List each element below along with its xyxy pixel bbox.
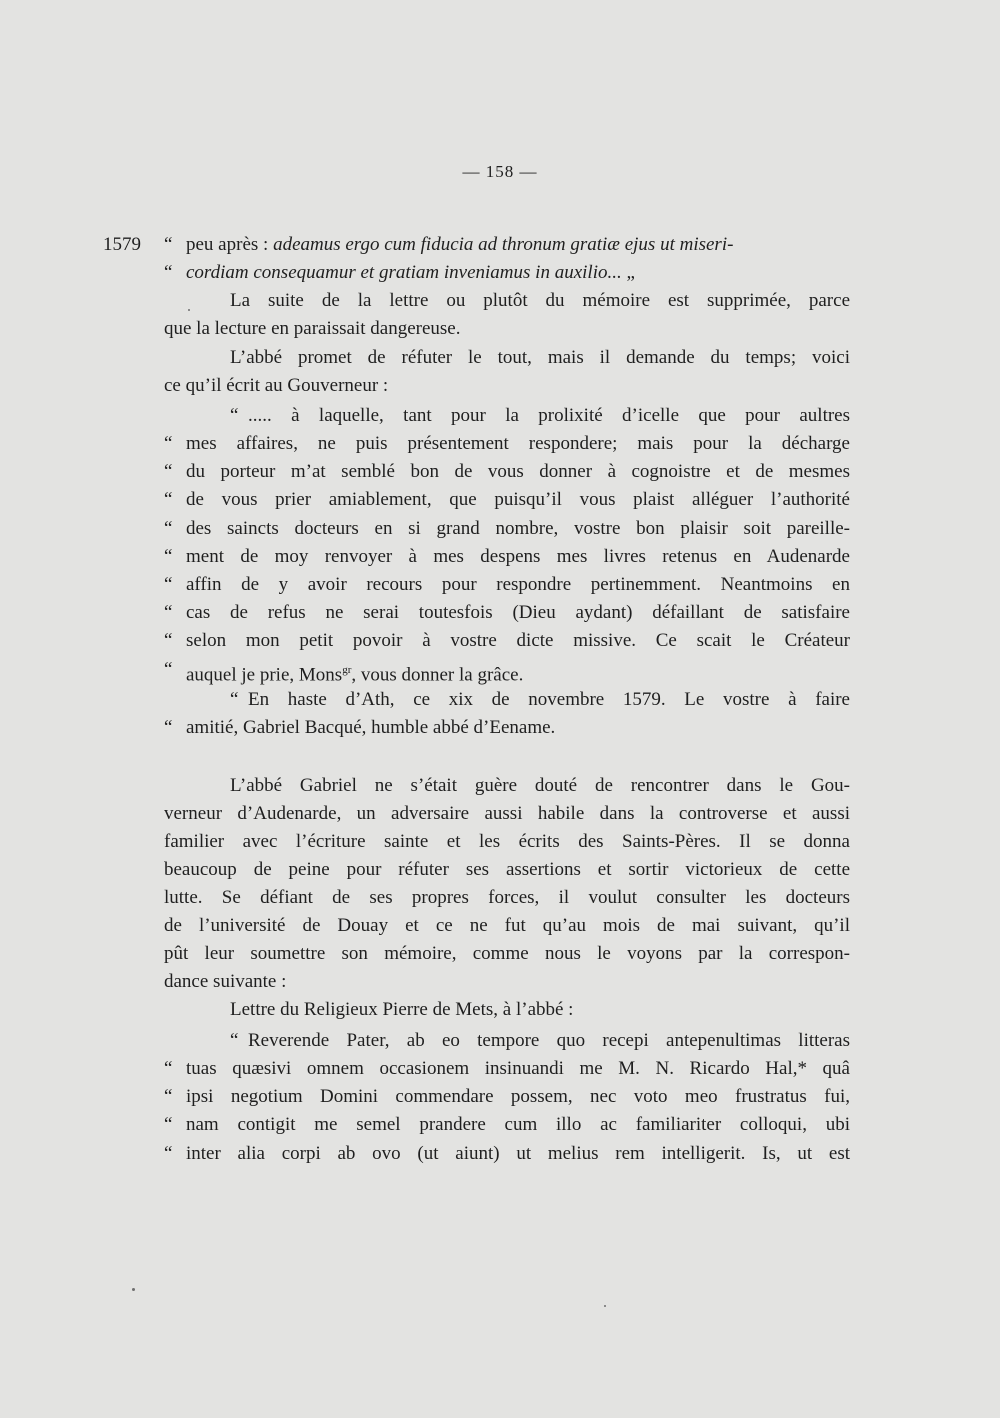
- text-line: dance suivante :: [164, 971, 287, 992]
- letter-line: ment de moy renvoyer à mes despens mes livres retenus en Audenarde: [186, 546, 850, 567]
- quote-mark: “: [230, 405, 239, 426]
- text-line: verneur d’Audenarde, un adversaire aussi habile dans la controverse et aussi: [164, 803, 850, 824]
- quote-mark: “: [164, 489, 173, 510]
- page-number: — 158 —: [462, 162, 538, 181]
- letter-line: tuas quæsivi omnem occasionem insinuandi me M. N. Ricardo Hal,* quâ: [186, 1058, 850, 1079]
- text-line: familier avec l’écriture sainte et les écrits des Saints-Pères. Il se donna: [164, 831, 850, 852]
- quote-mark: “: [164, 518, 173, 539]
- quote-mark: “: [164, 602, 173, 623]
- quote-mark: „: [626, 262, 635, 283]
- quote-mark: “: [164, 1143, 173, 1164]
- quote-mark: “: [164, 461, 173, 482]
- letter-line: de vous prier amiablement, que puisqu’il vous plaist alléguer l’authorité: [186, 489, 850, 510]
- text-span: auquel je prie, Mons: [186, 664, 343, 686]
- letter-line: cas de refus ne serai toutesfois (Dieu aydant) défaillant de satisfaire: [186, 602, 850, 623]
- text-line: L’abbé Gabriel ne s’était guère douté de rencontrer dans le Gou-: [230, 775, 850, 796]
- letter-line: Reverende Pater, ab eo tempore quo recepi antepenultimas litteras: [248, 1030, 850, 1051]
- quote-mark: “: [164, 717, 173, 738]
- text-span: , vous donner la grâce.: [351, 664, 524, 686]
- latin-quotation: adeamus ergo cum fiducia ad thronum gratiæ ejus ut miseri-: [273, 234, 734, 255]
- letter-line: nam contigit me semel prandere cum illo ac familiariter colloqui, ubi: [186, 1114, 850, 1135]
- letter-line: ipsi negotium Domini commendare possem, nec voto meo frustratus fui,: [186, 1086, 850, 1107]
- letter-line: du porteur m’at semblé bon de vous donner à cognoistre et de mesmes: [186, 461, 850, 482]
- text-line: [186, 232, 850, 258]
- margin-year: 1579: [103, 234, 141, 255]
- quote-mark: “: [164, 1058, 173, 1079]
- paper-speck: [604, 1305, 606, 1307]
- quote-mark: “: [230, 689, 239, 710]
- text-line: lutte. Se défiant de ses propres forces, il voulut consulter les docteurs: [164, 887, 850, 908]
- paper-speck: [188, 309, 190, 311]
- letter-line: ..... à laquelle, tant pour la prolixité d’icelle que pour aultres: [248, 405, 850, 426]
- quote-mark: “: [164, 630, 173, 651]
- text-line: La suite de la lettre ou plutôt du mémoire est supprimée, parce: [230, 290, 850, 311]
- text-line: ce qu’il écrit au Gouverneur :: [164, 375, 389, 396]
- superscript: gr: [342, 664, 352, 676]
- text-line: Lettre du Religieux Pierre de Mets, à l’abbé :: [230, 999, 574, 1020]
- letter-line: En haste d’Ath, ce xix de novembre 1579. Le vostre à faire: [248, 689, 850, 710]
- text-line: de l’université de Douay et ce ne fut qu’au mois de mai suivant, qu’il: [164, 915, 850, 936]
- letter-line: selon mon petit povoir à vostre dicte missive. Ce scait le Créateur: [186, 630, 850, 651]
- quote-mark: “: [230, 1030, 239, 1051]
- letter-line: affin de y avoir recours pour respondre pertinemment. Neantmoins en: [186, 574, 850, 595]
- paper-speck: [132, 1288, 135, 1291]
- quote-mark: “: [164, 546, 173, 567]
- text-line: beaucoup de peine pour réfuter ses assertions et sortir victorieux de cette: [164, 859, 850, 880]
- letter-line: inter alia corpi ab ovo (ut aiunt) ut melius rem intelligerit. Is, ut est: [186, 1143, 850, 1164]
- text-line: que la lecture en paraissait dangereuse.: [164, 318, 461, 339]
- text-line: pût leur soumettre son mémoire, comme nous le voyons par la correspon-: [164, 943, 850, 964]
- text-line: L’abbé promet de réfuter le tout, mais il demande du temps; voici: [230, 347, 850, 368]
- quote-mark: “: [164, 1086, 173, 1107]
- quote-mark: “: [164, 262, 173, 283]
- quote-mark: “: [164, 234, 173, 255]
- letter-line: des saincts docteurs en si grand nombre, vostre bon plaisir soit pareille-: [186, 518, 850, 539]
- letter-line: mes affaires, ne puis présentement respondere; mais pour la décharge: [186, 433, 850, 454]
- quote-mark: “: [164, 1114, 173, 1135]
- latin-quotation: cordiam consequamur et gratiam inveniamus in auxilio...: [186, 262, 627, 283]
- quote-mark: “: [164, 433, 173, 454]
- quote-mark: “: [164, 574, 173, 595]
- quote-mark: “: [164, 659, 173, 680]
- text-span: peu après :: [186, 234, 274, 255]
- letter-line: [186, 657, 523, 688]
- letter-line: amitié, Gabriel Bacqué, humble abbé d’Eename.: [186, 717, 556, 738]
- text-line: [186, 260, 635, 286]
